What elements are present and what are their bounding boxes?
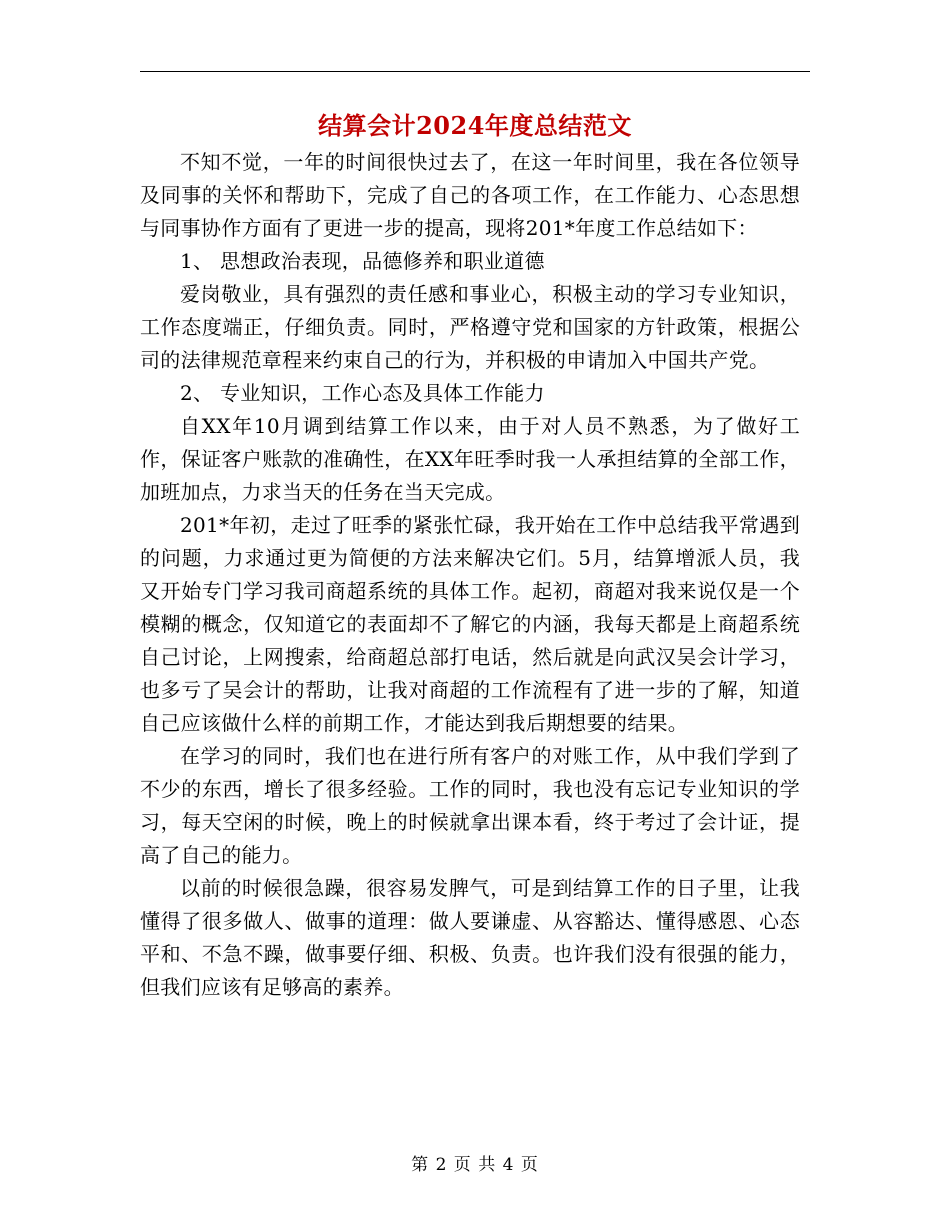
paragraph-intro: 不知不觉，一年的时间很快过去了，在这一年时间里，我在各位领导及同事的关怀和帮助下，完成了自己的各项工作，在工作能力、心态思想与同事协作方面有了更进一步的提高，现将201*年度工作总结如下： (140, 150, 800, 240)
paragraph-reconciliation: 在学习的同时，我们也在进行所有客户的对账工作，从中我们学到了不少的东西，增长了很多经验。工作的同时，我也没有忘记专业知识的学习，每天空闲的时候，晚上的时候就拿出课本看，终于考过了会计证，提高了自己的能力。 (140, 744, 800, 867)
paragraph-transfer: 自XX年10月调到结算工作以来，由于对人员不熟悉，为了做好工作，保证客户账款的准确性，在XX年旺季时我一人承担结算的全部工作，加班加点，力求当天的任务在当天完成。 (140, 414, 800, 504)
paragraph-ethics: 爱岗敬业，具有强烈的责任感和事业心，积极主动的学习专业知识，工作态度端正，仔细负责。同时，严格遵守党和国家的方针政策，根据公司的法律规范章程来约束自己的行为，并积极的申请加入中国共产党。 (140, 282, 800, 372)
section-heading-2: 2、 专业知识，工作心态及具体工作能力 (180, 381, 545, 405)
paragraph-learning: 201*年初，走过了旺季的紧张忙碌，我开始在工作中总结我平常遇到的问题，力求通过更为简便的方法来解决它们。5月，结算增派人员，我又开始专门学习我司商超系统的具体工作。起初，商超对我来说仅是一个模糊的概念，仅知道它的表面却不了解它的内涵，我每天都是上商超系统自己讨论，上网搜索，给商超总部打电话，然后就是向武汉吴会计学习，也多亏了吴会计的帮助，让我对商超的工作流程有了进一步的了解，知道自己应该做什么样的前期工作，才能达到我后期想要的结果。 (140, 513, 800, 735)
page-footer: 第 2 页 共 4 页 (411, 1155, 539, 1175)
header-rule (140, 71, 810, 72)
section-heading-1: 1、 思想政治表现，品德修养和职业道德 (180, 249, 545, 273)
document-body (140, 146, 800, 1004)
document-title: 结算会计2024年度总结范文 (318, 111, 632, 140)
paragraph-character: 以前的时候很急躁，很容易发脾气，可是到结算工作的日子里，让我懂得了很多做人、做事的道理：做人要谦虚、从容豁达、懂得感恩、心态平和、不急不躁，做事要仔细、积极、负责。也许我们没有很强的能力，但我们应该有足够高的素养。 (140, 876, 800, 999)
